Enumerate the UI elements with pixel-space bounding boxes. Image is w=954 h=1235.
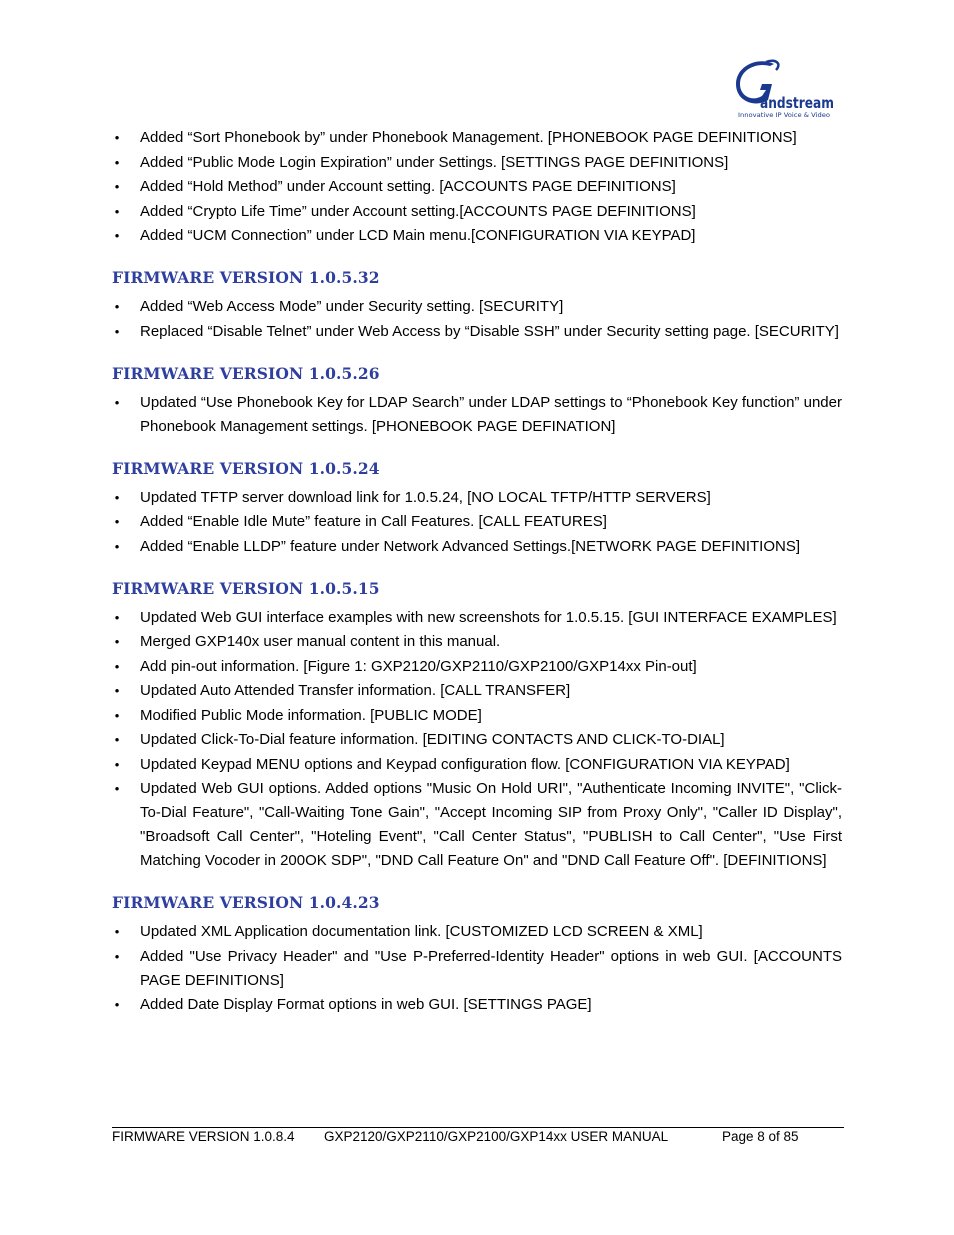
- bullet-icon: •: [114, 228, 120, 243]
- list-item-text: Updated Web GUI interface examples with new screenshots for 1.0.5.15. [GUI INTERFACE EXAMPLES]: [140, 608, 837, 626]
- list-item-text: Add pin-out information. [Figure 1: GXP2120/GXP2110/GXP2100/GXP14xx Pin-out]: [140, 657, 697, 675]
- list-item-text: Updated “Use Phonebook Key for LDAP Search” under LDAP settings to “Phonebook Key function” under Phonebook Management settings. [PHONEBOOK PAGE DEFINATION]: [140, 393, 842, 435]
- list-item: [112, 655, 842, 679]
- list-item: [112, 224, 842, 248]
- list-item-text: Added “Hold Method” under Account setting. [ACCOUNTS PAGE DEFINITIONS]: [140, 178, 676, 195]
- list-item-text: Added “Web Access Mode” under Security setting. [SECURITY]: [140, 298, 564, 315]
- list-item: [112, 151, 842, 175]
- list-item-text: Added "Use Privacy Header" and "Use P-Preferred-Identity Header" options in web GUI. [ACCOUNTS PAGE DEFINITIONS]: [140, 947, 842, 989]
- list-item: [112, 606, 842, 630]
- page-footer: [112, 1127, 844, 1149]
- list-item: [112, 175, 842, 199]
- bullet-list: [112, 391, 842, 439]
- list-item-text: Added “Crypto Life Time” under Account setting.[ACCOUNTS PAGE DEFINITIONS]: [140, 202, 696, 220]
- bullet-list: [112, 920, 842, 1017]
- list-item: [112, 920, 842, 944]
- list-item: [112, 993, 842, 1017]
- list-item: [112, 679, 842, 703]
- bullet-icon: •: [114, 489, 120, 505]
- bullet-icon: •: [114, 756, 120, 772]
- bullet-icon: •: [114, 948, 120, 964]
- grandstream-logo: [736, 60, 836, 120]
- list-item-text: Replaced “Disable Telnet” under Web Access by “Disable SSH” under Security setting page. [SECURITY]: [140, 322, 839, 340]
- list-item: [112, 535, 842, 559]
- footer-firmware: FIRMWARE VERSION 1.0.8.4: [112, 1129, 295, 1144]
- bullet-icon: •: [114, 781, 120, 796]
- list-item: [112, 486, 842, 510]
- bullet-icon: •: [114, 538, 120, 554]
- section-heading: FIRMWARE VERSION 1.0.5.24: [112, 458, 380, 478]
- logo-tagline: Innovative IP Voice & Video: [738, 112, 831, 119]
- bullet-icon: •: [114, 997, 120, 1012]
- list-item-text: Merged GXP140x user manual content in this manual.: [140, 633, 501, 650]
- bullet-icon: •: [114, 658, 120, 674]
- footer-page-number: Page 8 of 85: [722, 1129, 799, 1144]
- list-item-text: Added “Sort Phonebook by” under Phonebook Management. [PHONEBOOK PAGE DEFINITIONS]: [140, 129, 797, 146]
- footer-manual-title: GXP2120/GXP2110/GXP2100/GXP14xx USER MANUAL: [324, 1129, 669, 1144]
- list-item-text: Added “Enable Idle Mute” feature in Call Features. [CALL FEATURES]: [140, 513, 607, 530]
- bullet-list: [112, 606, 842, 874]
- list-item: [112, 510, 842, 534]
- list-item-text: Added “Public Mode Login Expiration” under Settings. [SETTINGS PAGE DEFINITIONS]: [140, 153, 729, 171]
- grandstream-logo-graphic: [736, 60, 836, 120]
- bullet-icon: •: [114, 634, 120, 649]
- logo-name: andstream: [760, 94, 834, 112]
- list-item-text: Updated XML Application documentation link. [CUSTOMIZED LCD SCREEN & XML]: [140, 923, 703, 940]
- bullet-icon: •: [114, 323, 120, 339]
- list-item-text: Updated Click-To-Dial feature information. [EDITING CONTACTS AND CLICK-TO-DIAL]: [140, 731, 725, 748]
- list-item-text: Updated TFTP server download link for 1.0.5.24, [NO LOCAL TFTP/HTTP SERVERS]: [140, 488, 711, 506]
- list-item: [112, 777, 842, 873]
- bullet-icon: •: [114, 732, 120, 747]
- bullet-icon: •: [114, 707, 120, 723]
- bullet-icon: •: [114, 179, 120, 194]
- bullet-icon: •: [114, 299, 120, 314]
- bullet-icon: •: [114, 514, 120, 529]
- list-item-text: Added Date Display Format options in web GUI. [SETTINGS PAGE]: [140, 996, 592, 1013]
- list-item-text: Added “UCM Connection” under LCD Main menu.[CONFIGURATION VIA KEYPAD]: [140, 227, 696, 244]
- document-body: [112, 126, 842, 1018]
- bullet-icon: •: [114, 683, 120, 698]
- bullet-icon: •: [114, 924, 120, 939]
- bullet-icon: •: [114, 394, 120, 410]
- list-item: [112, 753, 842, 777]
- section-heading: FIRMWARE VERSION 1.0.5.32: [112, 268, 380, 287]
- list-item: [112, 295, 842, 319]
- list-item: [112, 630, 842, 654]
- list-item: [112, 728, 842, 752]
- list-item: [112, 945, 842, 993]
- bullet-list: [112, 126, 842, 248]
- bullet-icon: •: [114, 130, 120, 145]
- bullet-icon: •: [114, 203, 120, 219]
- list-item: [112, 320, 842, 344]
- list-item: [112, 200, 842, 224]
- list-item: [112, 391, 842, 439]
- section-heading: FIRMWARE VERSION 1.0.5.15: [112, 578, 380, 598]
- bullet-icon: •: [114, 154, 120, 170]
- list-item-text: Modified Public Mode information. [PUBLIC MODE]: [140, 706, 482, 724]
- list-item-text: Added “Enable LLDP” feature under Network Advanced Settings.[NETWORK PAGE DEFINITIONS]: [140, 537, 800, 555]
- section-heading: FIRMWARE VERSION 1.0.5.26: [112, 363, 380, 383]
- list-item-text: Updated Auto Attended Transfer information. [CALL TRANSFER]: [140, 682, 571, 699]
- list-item-text: Updated Keypad MENU options and Keypad configuration flow. [CONFIGURATION VIA KEYPAD]: [140, 755, 790, 773]
- section-heading: FIRMWARE VERSION 1.0.4.23: [112, 893, 380, 912]
- bullet-icon: •: [114, 609, 120, 625]
- bullet-list: [112, 486, 842, 559]
- list-item: [112, 704, 842, 728]
- list-item: [112, 126, 842, 150]
- list-item-text: Updated Web GUI options. Added options "Music On Hold URI", "Authenticate Incoming INVITE", "Click-To-Dial Feature", "Call-Waiting Tone Gain", "Accept Incoming SIP from Proxy Only", "Caller ID Display", "Broadsoft Call Center", "Hoteling Event", "Call Center Status", "PUBLISH to Call Center", "Use First Matching Vocoder in 200OK SDP", "DND Call Feature On" and "DND Call Feature Off". [DEFINITIONS]: [140, 780, 842, 869]
- bullet-list: [112, 295, 842, 344]
